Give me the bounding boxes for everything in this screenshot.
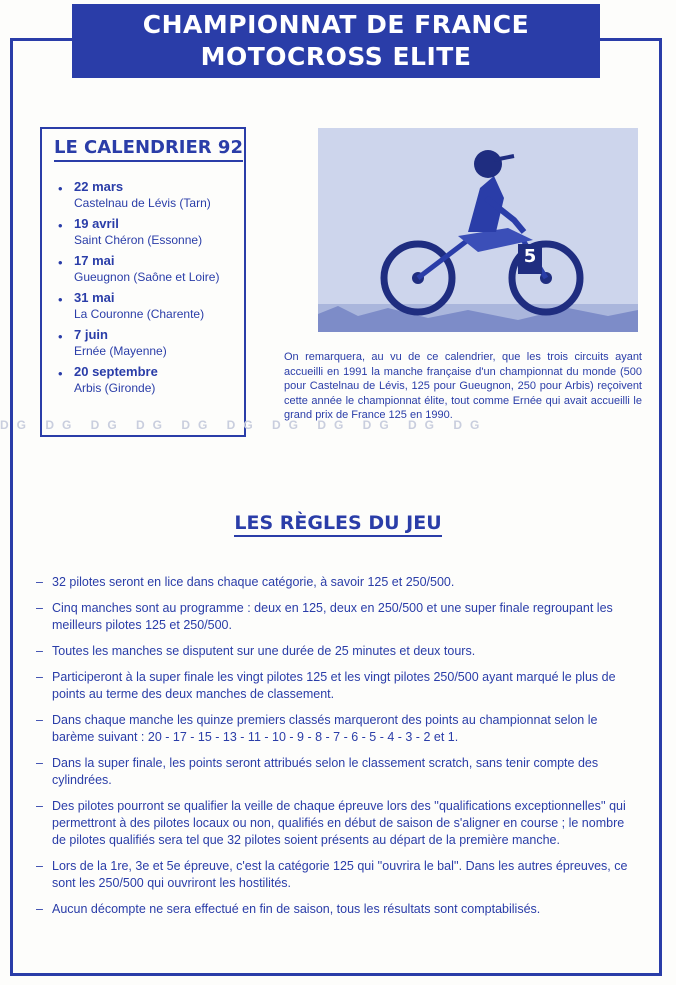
rule-text: Aucun décompte ne sera effectué en fin de saison, tous les résultats sont comptabilisés. — [52, 902, 541, 916]
calendar-list — [56, 179, 242, 401]
bullet-icon: • — [58, 292, 63, 307]
calendar-place: Ernée (Mayenne) — [74, 344, 167, 358]
bullet-icon: • — [58, 218, 63, 233]
calendar-date: 7 juin — [74, 327, 108, 342]
rule-text: Lors de la 1re, 3e et 5e épreuve, c'est la catégorie 125 qui ''ouvrira le bal''. Dans les autres épreuves, ce sont les 250/500 qui ouvriront les hostilités. — [52, 859, 628, 890]
rule-item — [36, 858, 634, 892]
calendar-item — [56, 253, 242, 285]
calendar-date: 17 mai — [74, 253, 115, 268]
rule-item — [36, 755, 634, 789]
rules-heading — [0, 512, 676, 534]
dash-icon: – — [36, 713, 43, 727]
rule-item — [36, 643, 634, 660]
title-line-2: MOTOCROSS ELITE — [200, 42, 472, 71]
calendar-item — [56, 216, 242, 248]
motocross-rider-illustration — [318, 128, 638, 332]
calendar-date: 19 avril — [74, 216, 119, 231]
rules-list — [36, 574, 634, 927]
calendar-title: LE CALENDRIER 92 — [54, 137, 243, 162]
calendar-item — [56, 327, 242, 359]
calendar-item — [56, 290, 242, 322]
calendar-date: 20 septembre — [74, 364, 158, 379]
rule-item — [36, 574, 634, 591]
rule-item — [36, 798, 634, 849]
motocross-photo — [318, 128, 638, 332]
dash-icon: – — [36, 670, 43, 684]
rule-item — [36, 901, 634, 918]
rule-text: 32 pilotes seront en lice dans chaque catégorie, à savoir 125 et 250/500. — [52, 575, 455, 589]
calendar-place: Saint Chéron (Essonne) — [74, 233, 203, 247]
photo-caption: On remarquera, au vu de ce calendrier, que les trois circuits ayant accueilli en 1991 la manche française d'un championnat du monde (500 pour Castelnau de Lévis, 125 pour Gueugnon, 250 pour Arbis) reçoivent cette année le championnat élite, tout comme Ernée qui avait accueilli le grand prix de France 125 en 1990. — [284, 351, 642, 421]
dash-icon: – — [36, 575, 43, 589]
dash-icon: – — [36, 859, 43, 873]
dash-icon: – — [36, 644, 43, 658]
dash-icon: – — [36, 902, 43, 916]
rule-item — [36, 669, 634, 703]
calendar-box — [40, 127, 246, 437]
rule-text: Dans chaque manche les quinze premiers classés marqueront des points au championnat selon le barème suivant : 20 - 17 - 15 - 13 - 11 - 10 - 9 - 8 - 7 - 6 - 5 - 4 - 3 - 2 et 1. — [52, 713, 598, 744]
calendar-place: La Couronne (Charente) — [74, 307, 205, 321]
calendar-date: 22 mars — [74, 179, 124, 194]
watermark-strip: DG DG DG DG DG DG DG DG DG DG DG — [0, 418, 488, 432]
calendar-item — [56, 364, 242, 396]
bullet-icon: • — [58, 255, 63, 270]
rule-text: Toutes les manches se disputent sur une durée de 25 minutes et deux tours. — [52, 644, 476, 658]
calendar-item — [56, 179, 242, 211]
rule-text: Cinq manches sont au programme : deux en 125, deux en 250/500 et une super finale regroupant les meilleurs pilotes 125 et 250/500. — [52, 601, 613, 632]
title-line-1: CHAMPIONNAT DE FRANCE — [142, 10, 530, 39]
rule-text: Participeront à la super finale les vingt pilotes 125 et les vingt pilotes 250/500 ayant marqué le plus de points au terme des deux manches de classement. — [52, 670, 616, 701]
rule-text: Dans la super finale, les points seront attribués selon le classement scratch, sans tenir compte des cylindrées. — [52, 756, 599, 787]
dash-icon: – — [36, 799, 43, 813]
bike-number: 5 — [523, 246, 537, 267]
dash-icon: – — [36, 756, 43, 770]
bullet-icon: • — [58, 329, 63, 344]
bullet-icon: • — [58, 181, 63, 196]
calendar-place: Gueugnon (Saône et Loire) — [74, 270, 220, 284]
calendar-place: Arbis (Gironde) — [74, 381, 156, 395]
dash-icon: – — [36, 601, 43, 615]
rule-item — [36, 600, 634, 634]
page-title — [72, 4, 600, 78]
calendar-place: Castelnau de Lévis (Tarn) — [74, 196, 211, 210]
rule-item — [36, 712, 634, 746]
rules-heading-text: LES RÈGLES DU JEU — [234, 512, 441, 537]
bullet-icon: • — [58, 366, 63, 381]
rule-text: Des pilotes pourront se qualifier la veille de chaque épreuve lors des ''qualifications exceptionnelles'' qui permettront à des pilotes locaux ou non, qualifiés en début de saison de s'aligner en course ; le nombre de pilotes qualifiés sera tel que 32 pilotes soient présents au départ de la première manche. — [52, 799, 626, 847]
calendar-date: 31 mai — [74, 290, 115, 305]
